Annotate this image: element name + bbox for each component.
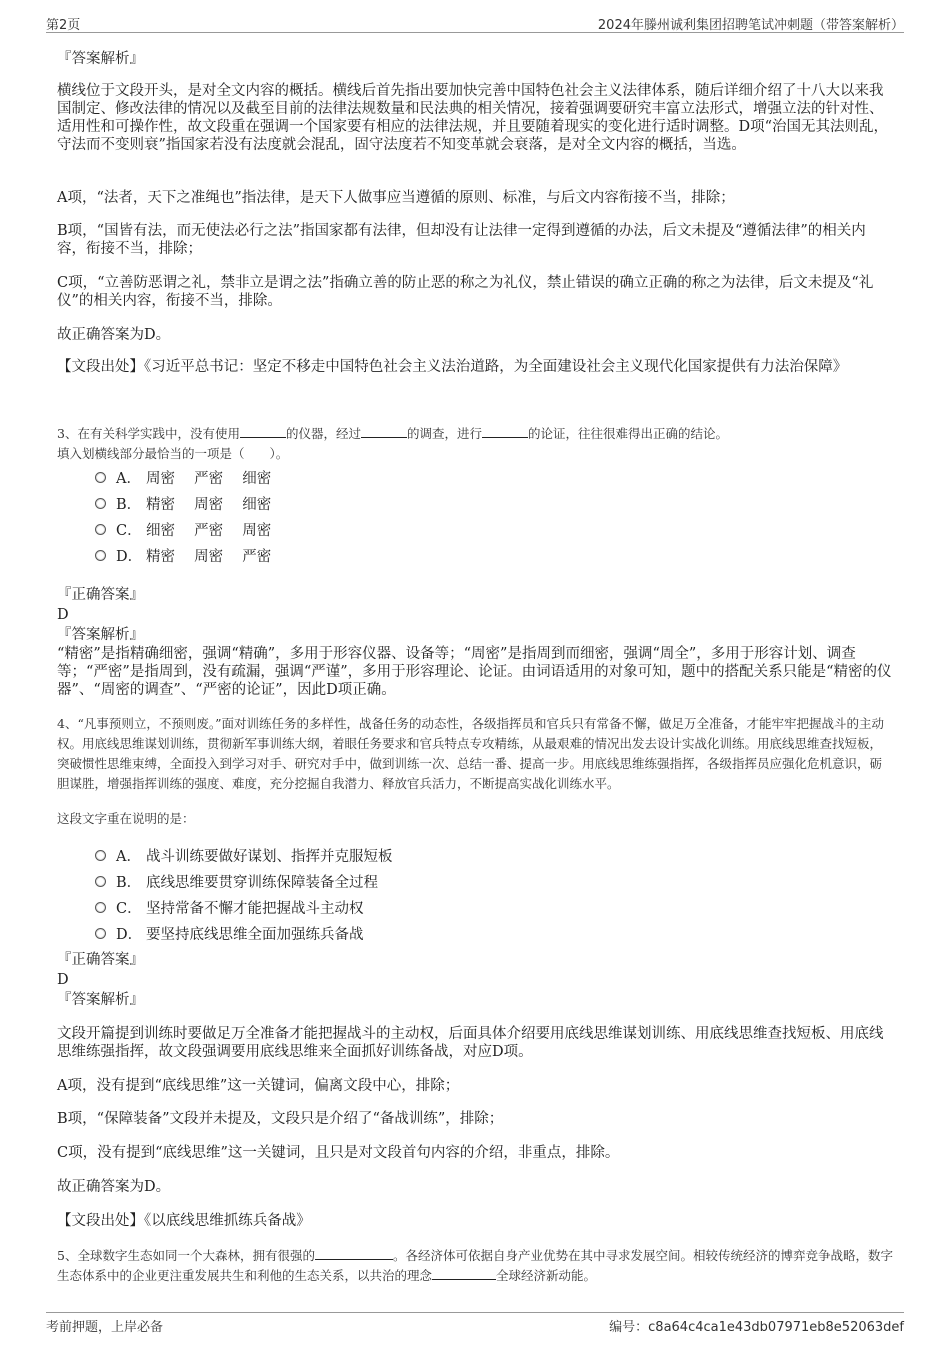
q3-option-c[interactable]: C． 细密 严密 周密 bbox=[95, 516, 595, 542]
q2-source: 【文段出处】《习近平总书记：坚定不移走中国特色社会主义法治道路，为全面建设社会主义现代化国家提供有力法治保障》 bbox=[57, 359, 848, 375]
q3-blank-2 bbox=[361, 424, 407, 438]
q3-prompt: 填入划横线部分最恰当的一项是（ ）。 bbox=[57, 446, 289, 461]
q4-analysis-label: 『答案解析』 bbox=[57, 992, 144, 1008]
q3-blank-1 bbox=[240, 424, 286, 438]
radio-icon[interactable] bbox=[95, 850, 106, 861]
q3-analysis: “精密”是指精确细密，强调“精确”，多用于形容仪器、设备等；“周密”是指周到而细密，强调“周全”，多用于形容计划、调查等；“严密”是指周到，没有疏漏，强调“严谨”，多用于形容理论、论证。由词语适用的对象可知，题中的搭配关系只能是“精密的仪器”、“周密的调查”、“严密的论证”，因此D项正确。 bbox=[57, 646, 892, 698]
q4-option-b[interactable]: B． 底线思维要贯穿训练保障装备全过程 bbox=[95, 868, 595, 894]
q3-stem-text-2: 的仪器，经过 bbox=[285, 426, 361, 441]
radio-icon[interactable] bbox=[95, 876, 106, 887]
document-id: 编号：c8a64c4ca1e43db07971eb8e52063def bbox=[609, 1320, 904, 1335]
q4-prompt: 这段文字重在说明的是： bbox=[57, 811, 195, 826]
q5-blank-2 bbox=[432, 1266, 496, 1280]
q3-stem-text-4: 的论证，往往很难得出正确的结论。 bbox=[528, 426, 729, 441]
q4-analysis-option-a: A项，没有提到“底线思维”这一关键词，偏离文段中心，排除； bbox=[57, 1078, 460, 1094]
q3-stem-text-1: 3、在有关科学实践中，没有使用 bbox=[57, 426, 240, 441]
q4-option-c[interactable]: C． 坚持常备不懈才能把握战斗主动权 bbox=[95, 894, 595, 920]
q4-source: 【文段出处】《以底线思维抓练兵备战》 bbox=[57, 1213, 311, 1229]
q2-analysis-option-a: A项，“法者，天下之准绳也”指法律，是天下人做事应当遵循的原则、标准，与后文内容衔接不当，排除； bbox=[57, 190, 735, 206]
radio-icon[interactable] bbox=[95, 550, 106, 561]
q5-stem-text-2: 。各经济体可依据自身产业优势在其中寻求发展空间。相较传统经济的博弈竞争战略，数字生态体系中的企业更注重发展共生和利他的生态关系，以共治的理念 bbox=[57, 1248, 893, 1283]
radio-icon[interactable] bbox=[95, 902, 106, 913]
q3-answer-label: 『正确答案』 bbox=[57, 587, 144, 603]
q4-option-a[interactable]: A． 战斗训练要做好谋划、指挥并克服短板 bbox=[95, 842, 595, 868]
q4-analysis-option-c: C项，没有提到“底线思维”这一关键词，且只是对文段首句内容的介绍，非重点，排除。 bbox=[57, 1145, 620, 1161]
document-title: 2024年滕州诚利集团招聘笔试冲刺题（带答案解析） bbox=[597, 18, 904, 33]
q3-stem-text-3: 的调查，进行 bbox=[406, 426, 482, 441]
q4-analysis-option-b: B项，“保障装备”文段并未提及，文段只是介绍了“备战训练”，排除； bbox=[57, 1111, 504, 1127]
q3-answer: D bbox=[57, 607, 69, 623]
footer-slogan: 考前押题，上岸必备 bbox=[46, 1320, 164, 1335]
q5-stem-text-1: 5、全球数字生态如同一个大森林，拥有很强的 bbox=[57, 1248, 315, 1263]
q2-analysis-option-b: B项，“国皆有法，而无使法必行之法”指国家都有法律，但却没有让法律一定得到遵循的办法，后文未提及“遵循法律”的相关内容，衔接不当，排除； bbox=[57, 223, 866, 257]
radio-icon[interactable] bbox=[95, 498, 106, 509]
q2-analysis-main: 横线位于文段开头，是对全文内容的概括。横线后首先指出要加快完善中国特色社会主义法律体系，随后详细介绍了十八大以来我国制定、修改法律的情况以及截至目前的法律法规数量和民法典的相关情况，接着强调要研究丰富立法形式，增强立法的针对性、适用性和可操作性，故文段重在强调一个国家要有相应的法律法规，并且要随着现实的变化进行适时调整。D项“治国无其法则乱，守法而不变则衰”指国家若没有法度就会混乱，固守法度若不知变革就会衰落，是对全文内容的概括，当选。 bbox=[57, 83, 889, 153]
q4-conclusion: 故正确答案为D。 bbox=[57, 1179, 171, 1195]
q4-options bbox=[95, 842, 595, 946]
q5-stem bbox=[57, 1246, 893, 1286]
radio-icon[interactable] bbox=[95, 524, 106, 535]
q3-analysis-label: 『答案解析』 bbox=[57, 627, 144, 643]
radio-icon[interactable] bbox=[95, 472, 106, 483]
q3-option-a[interactable]: A． 周密 严密 细密 bbox=[95, 464, 595, 490]
q3-options bbox=[95, 464, 595, 568]
q3-option-b[interactable]: B． 精密 周密 细密 bbox=[95, 490, 595, 516]
q2-analysis-option-c: C项，“立善防恶谓之礼，禁非立是谓之法”指确立善的防止恶的称之为礼仪，禁止错误的确立正确的称之为法律，后文未提及“礼仪”的相关内容，衔接不当，排除。 bbox=[57, 275, 874, 309]
page-footer bbox=[46, 1312, 904, 1335]
q4-answer-label: 『正确答案』 bbox=[57, 952, 144, 968]
q2-conclusion: 故正确答案为D。 bbox=[57, 327, 171, 343]
q5-blank-1 bbox=[315, 1246, 393, 1260]
q2-analysis-label: 『答案解析』 bbox=[57, 51, 144, 67]
q3-option-d[interactable]: D． 精密 周密 严密 bbox=[95, 542, 595, 568]
q3-blank-3 bbox=[482, 424, 528, 438]
q4-analysis-main: 文段开篇提到训练时要做足万全准备才能把握战斗的主动权，后面具体介绍要用底线思维谋划训练、用底线思维查找短板、用底线思维练强指挥，故文段强调要用底线思维来全面抓好训练备战，对应D项。 bbox=[57, 1026, 884, 1060]
q3-stem bbox=[57, 424, 893, 444]
q4-answer: D bbox=[57, 972, 69, 988]
page-header bbox=[46, 10, 904, 33]
q4-stem: 4、“凡事预则立，不预则废。”面对训练任务的多样性，战备任务的动态性，各级指挥员和官兵只有常备不懈，做足万全准备，才能牢牢把握战斗的主动权。用底线思维谋划训练，贯彻新军事训练大纲，着眼任务要求和官兵特点专攻精练，从最艰难的情况出发去设计实战化训练。用底线思维查找短板，突破惯性思维束缚，全面投入到学习对手、研究对手中，做到训练一次、总结一番、提高一步。用底线思维练强指挥，各级指挥员应强化危机意识，砺胆谋胜，增强指挥训练的强度、难度，充分挖掘自我潜力、释放官兵活力，不断提高实战化训练水平。 bbox=[57, 716, 884, 791]
q4-option-d[interactable]: D． 要坚持底线思维全面加强练兵备战 bbox=[95, 920, 595, 946]
page-number: 第2页 bbox=[46, 18, 81, 33]
q5-stem-text-3: 全球经济新动能。 bbox=[496, 1268, 597, 1283]
radio-icon[interactable] bbox=[95, 928, 106, 939]
